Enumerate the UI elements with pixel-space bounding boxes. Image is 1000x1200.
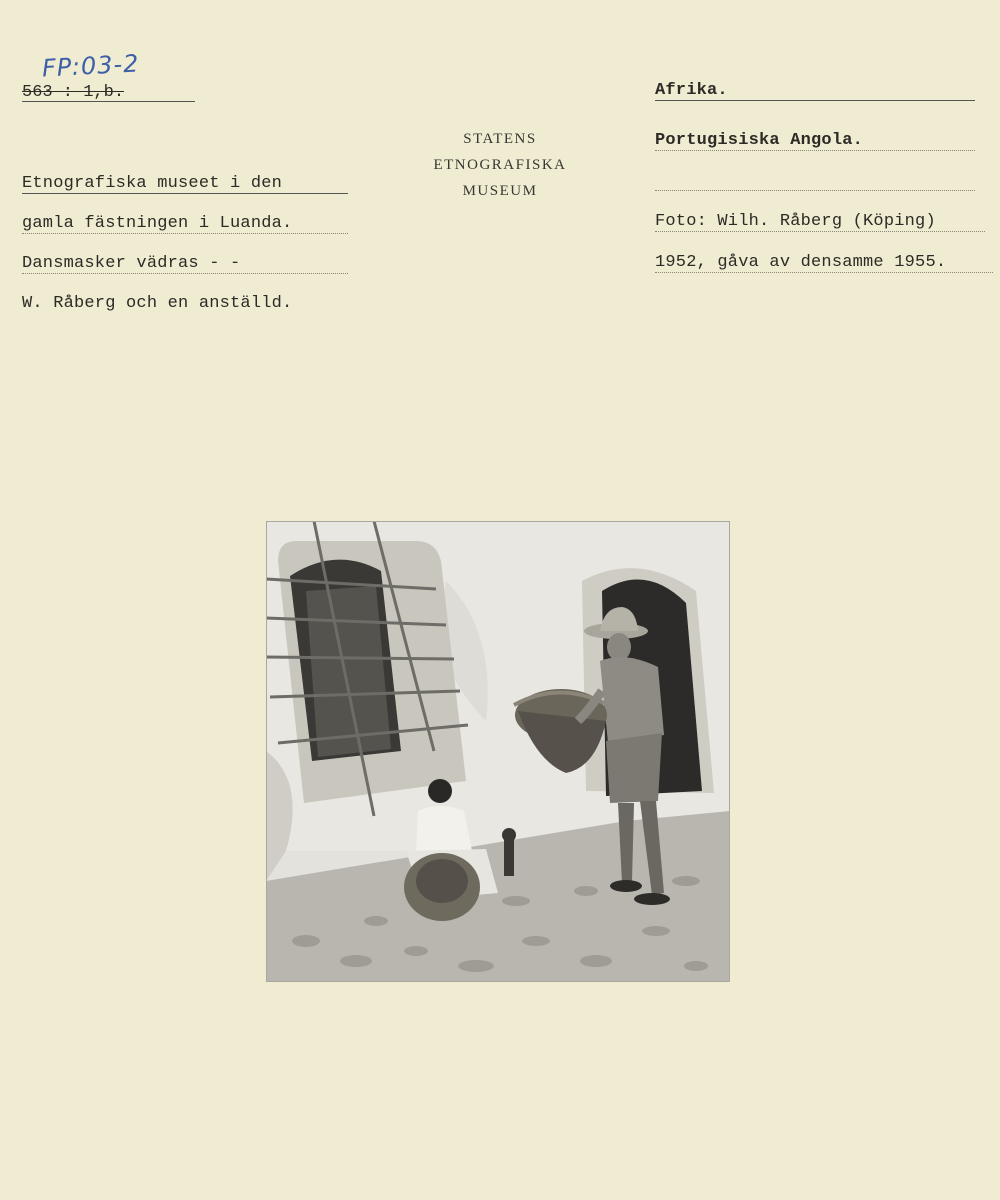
stamp-line-3: MUSEUM <box>462 183 538 199</box>
museum-stamp <box>400 126 600 204</box>
photograph-image <box>266 521 730 982</box>
description-line-3: Dansmasker vädras - - <box>22 254 348 274</box>
photo-credit-line-2: 1952, gåva av densamme 1955. <box>655 253 993 273</box>
description-line-4: W. Råberg och en anställd. <box>22 294 293 313</box>
description-line-2: gamla fästningen i Luanda. <box>22 214 348 234</box>
old-catalog-number: 563 : 1,b. <box>22 83 125 102</box>
continent-label: Afrika. <box>655 81 975 101</box>
stamp-line-2: ETNOGRAFISKA <box>433 157 567 173</box>
description-line-1: Etnografiska museet i den <box>22 174 348 194</box>
location-extra-line <box>655 172 975 191</box>
handwritten-catalog-number: FP:03-2 <box>41 49 141 83</box>
region-label: Portugisiska Angola. <box>655 131 975 151</box>
stamp-line-1: STATENS <box>463 131 537 147</box>
mounted-photograph <box>266 521 730 982</box>
photo-credit-line-1: Foto: Wilh. Råberg (Köping) <box>655 212 985 232</box>
catalog-number-rule <box>22 101 195 102</box>
